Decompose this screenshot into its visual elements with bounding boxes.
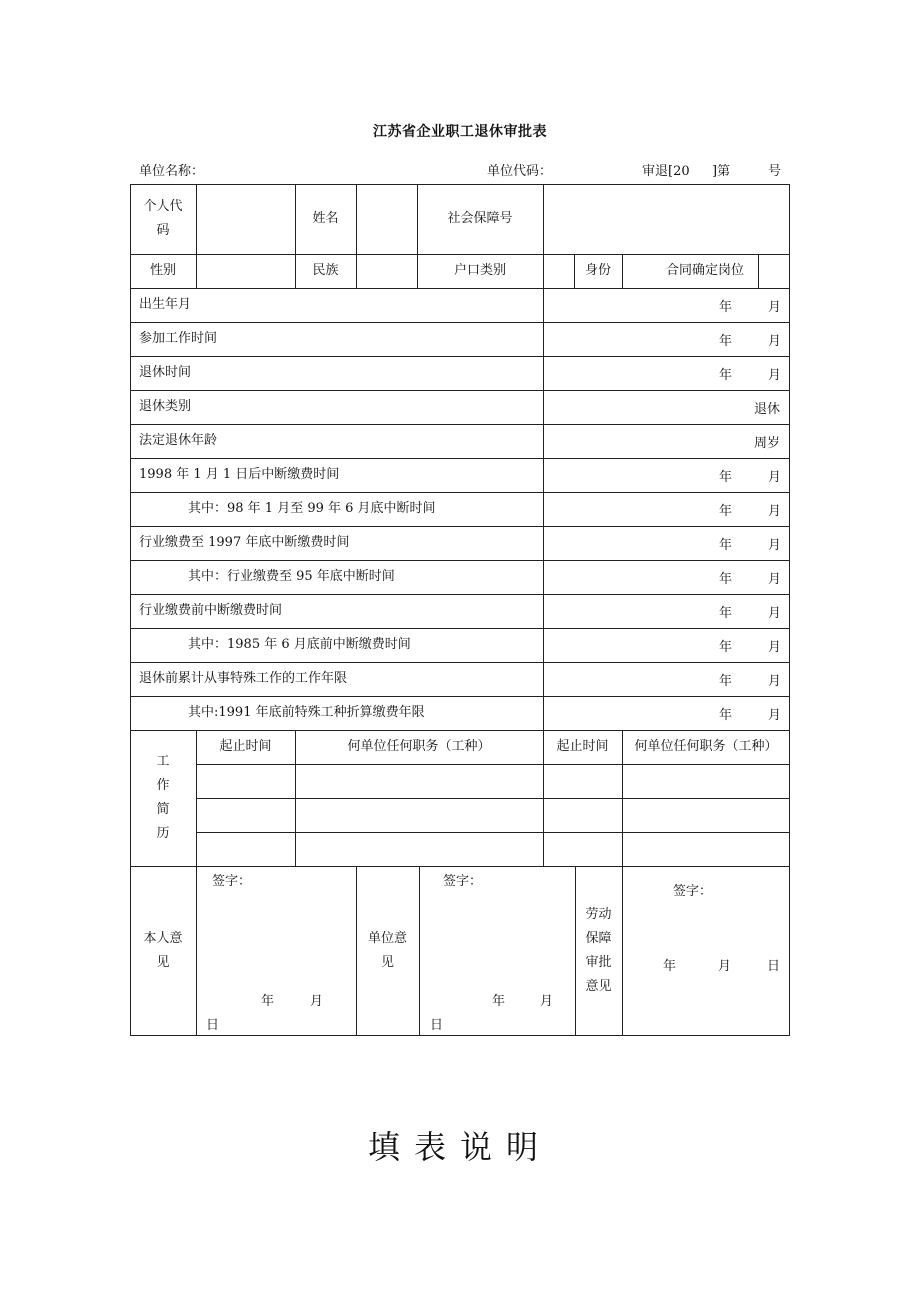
contract-post-label: 合同确定岗位 [665,263,744,278]
col-line [419,866,420,1036]
month-unit: 月 [768,334,782,349]
month-unit: 月 [768,538,782,553]
year-unit: 年 [719,708,733,723]
identity-label: 身份 [584,263,611,278]
year-unit: 年 [719,368,733,383]
labor-opinion-label-line: 意见 [585,979,612,994]
work-history-start-end-header-2: 起止时间 [556,739,609,754]
identity-value[interactable] [622,254,652,288]
year-unit: 年 [719,606,733,621]
unit-day-unit: 日 [430,1018,444,1033]
month-unit: 月 [768,368,782,383]
personal-opinion-label [130,866,196,1036]
col-line [196,866,197,1036]
month-unit: 月 [768,708,782,723]
social-security-number-value[interactable] [543,184,790,254]
legal-retirement-age-label: 法定退休年龄 [139,433,218,448]
ethnicity-value[interactable] [356,254,417,288]
month-unit: 月 [768,640,782,655]
retirement-date-label: 退休时间 [139,365,192,380]
year-unit: 年 [719,300,733,315]
personal-signature-label: 签字： [212,874,252,889]
unit-opinion-label [356,866,419,1036]
unit-code-label: 单位代码： [487,164,553,179]
work-history-unit-post-header-2: 何单位任何职务（工种） [634,739,778,754]
year-unit: 年 [719,504,733,519]
pre-industry-interruption-label: 行业缴费前中断缴费时间 [139,603,283,618]
post-1998-interruption-label: 1998 年 1 月 1 日后中断缴费时间 [139,467,340,482]
year-unit: 年 [719,640,733,655]
gender-value[interactable] [196,254,295,288]
unit-name-label: 单位名称： [139,164,205,179]
work-history-unit-post-header: 何单位任何职务（工种） [347,739,491,754]
personal-code-label-line1: 个人代 [143,199,183,214]
birth-date-label: 出生年月 [139,297,192,312]
interruption-98-99-label: 其中：98 年 1 月至 99 年 6 月底中断时间 [188,501,436,516]
row-line [130,866,790,867]
month-unit: 月 [768,504,782,519]
unit-signature-label: 签字： [443,874,483,889]
social-security-number-label: 社会保障号 [447,211,513,226]
name-value[interactable] [356,184,417,254]
labor-security-opinion-label [575,866,622,1036]
approval-number-prefix: 审退[20 [642,164,690,179]
retire-unit: 退休 [754,402,781,417]
hukou-type-value[interactable] [543,254,574,288]
month-unit: 月 [768,572,782,587]
month-unit: 月 [768,300,782,315]
personal-year-unit: 年 [261,994,275,1009]
age-unit: 周岁 [754,436,781,451]
personal-code-label [130,184,196,254]
labor-signature-label: 签字： [673,884,713,899]
table-border-right [789,184,790,1036]
labor-day-unit: 日 [767,959,781,974]
work-history-char: 历 [156,826,170,841]
unit-opinion-label-line2: 见 [380,955,394,970]
personal-opinion-label-line1: 本人意 [143,931,183,946]
form-title: 江苏省企业职工退休审批表 [373,124,547,140]
approval-number-suffix: 号 [768,164,782,179]
year-unit: 年 [719,572,733,587]
year-unit: 年 [719,470,733,485]
approval-number-middle: ]第 [712,164,731,179]
industry-interruption-1997-label: 行业缴费至 1997 年底中断缴费时间 [139,535,350,550]
year-unit: 年 [719,538,733,553]
name-label: 姓名 [312,211,339,226]
special-work-years-label: 退休前累计从事特殊工作的工作年限 [139,671,348,686]
labor-opinion-label-line: 保障 [585,931,612,946]
contract-post-value[interactable] [758,254,790,288]
retirement-type-label: 退休类别 [139,399,192,414]
unit-month-unit: 月 [540,994,554,1009]
hukou-type-label: 户口类别 [453,263,506,278]
gender-label: 性别 [149,263,176,278]
interruption-1985-label: 其中：1985 年 6 月底前中断缴费时间 [188,637,411,652]
personal-code-label-line2: 码 [156,223,170,238]
personal-day-unit: 日 [206,1018,220,1033]
work-history-start-end-header: 起止时间 [219,739,272,754]
personal-month-unit: 月 [310,994,324,1009]
personal-code-value[interactable] [196,184,295,254]
row-line [196,798,790,799]
ethnicity-label: 民族 [312,263,339,278]
labor-month-unit: 月 [718,959,732,974]
year-unit: 年 [719,334,733,349]
unit-opinion-label-line1: 单位意 [367,931,407,946]
personal-opinion-label-line2: 见 [156,955,170,970]
labor-opinion-label-line: 审批 [585,955,612,970]
work-history-char: 作 [156,778,170,793]
col-line [622,866,623,1036]
special-work-1991-label: 其中:1991 年底前特殊工种折算缴费年限 [188,705,425,720]
labor-opinion-label-line: 劳动 [585,907,612,922]
work-start-date-label: 参加工作时间 [139,331,218,346]
work-history-char: 简 [156,802,170,817]
work-history-char: 工 [156,754,170,769]
month-unit: 月 [768,606,782,621]
year-unit: 年 [719,674,733,689]
col-line [543,288,544,730]
industry-interruption-95-label: 其中：行业缴费至 95 年底中断时间 [188,569,395,584]
filling-instructions-heading: 填表说明 [367,1128,552,1166]
month-unit: 月 [768,674,782,689]
labor-year-unit: 年 [663,959,677,974]
month-unit: 月 [768,470,782,485]
approval-table [130,184,790,1036]
table-border-bottom [130,1035,790,1036]
row-line [196,832,790,833]
row-line [196,764,790,765]
unit-year-unit: 年 [492,994,506,1009]
work-history-label [130,730,196,866]
